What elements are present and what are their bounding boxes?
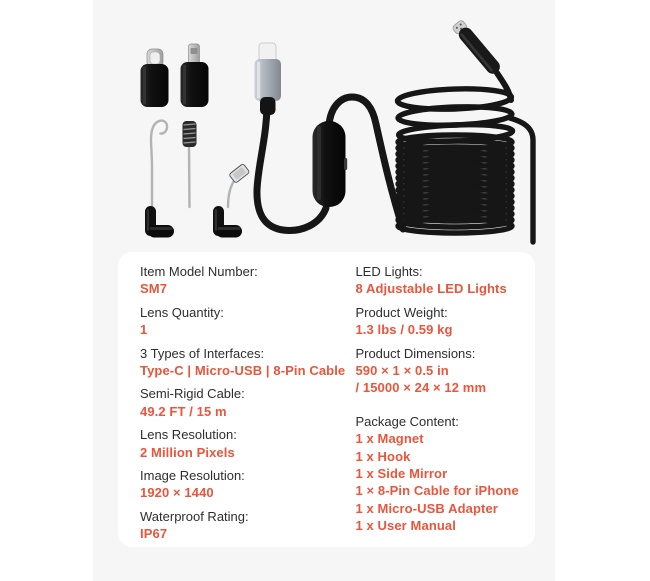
spec-value: 1 x Side Mirror — [355, 466, 448, 482]
side-mirror-accessory — [213, 164, 250, 238]
spec-column-left — [140, 263, 355, 549]
spec-label: Image Resolution: — [140, 468, 245, 484]
spec-item — [140, 426, 355, 461]
spec-item — [355, 304, 535, 339]
spec-card — [118, 252, 535, 547]
spec-label: Product Dimensions: — [355, 345, 476, 361]
spec-label: Item Model Number: — [140, 264, 258, 279]
lightning-adapter — [181, 44, 209, 107]
spec-item — [140, 304, 355, 339]
spec-item — [140, 385, 355, 420]
spec-item — [140, 508, 355, 543]
spec-item — [355, 345, 535, 397]
spec-value: 590 × 1 × 0.5 in — [355, 363, 449, 379]
spec-value: IP67 — [140, 526, 168, 542]
spec-value: SM7 — [140, 281, 168, 297]
coiled-semi-rigid-cable — [397, 87, 533, 242]
spec-item — [140, 345, 355, 380]
spec-item — [355, 413, 535, 535]
spec-value: / 15000 × 24 × 12 mm — [355, 380, 487, 396]
spec-value: 1 × 8-Pin Cable for iPhone — [355, 483, 519, 499]
spec-item — [355, 263, 535, 298]
spec-value: 1 x Magnet — [355, 431, 424, 447]
spec-value: 1920 × 1440 — [140, 485, 214, 501]
spec-columns — [118, 252, 535, 549]
product-photo — [93, 0, 555, 252]
spec-label: Waterproof Rating: — [140, 508, 249, 524]
spec-value: 1 x Hook — [355, 448, 411, 464]
spec-column-right — [355, 263, 535, 549]
spec-label: Semi-Rigid Cable: — [140, 386, 245, 402]
spec-label: Lens Quantity: — [140, 304, 224, 320]
hook-accessory — [145, 121, 174, 238]
type-c-adapter — [141, 49, 169, 107]
spec-item — [140, 263, 355, 298]
spec-label: LED Lights: — [355, 264, 423, 279]
spec-value: 1 — [140, 322, 148, 338]
spec-value: 49.2 FT / 15 m — [140, 403, 227, 419]
spec-value: 8 Adjustable LED Lights — [355, 281, 507, 297]
spec-value: 1.3 lbs / 0.59 kg — [355, 322, 453, 338]
spec-label: Lens Resolution: — [140, 427, 237, 443]
spec-label: Package Content: — [355, 413, 459, 429]
spec-value: 1 x User Manual — [355, 518, 456, 534]
spec-item — [140, 467, 355, 502]
spec-label: Product Weight: — [355, 304, 448, 320]
spec-value: 1 x Micro-USB Adapter — [355, 500, 498, 516]
spec-value: Type-C | Micro-USB | 8-Pin Cable — [140, 363, 346, 379]
spec-value: 2 Million Pixels — [140, 444, 235, 460]
magnet-accessory — [183, 121, 197, 207]
spec-label: 3 Types of Interfaces: — [140, 345, 265, 361]
